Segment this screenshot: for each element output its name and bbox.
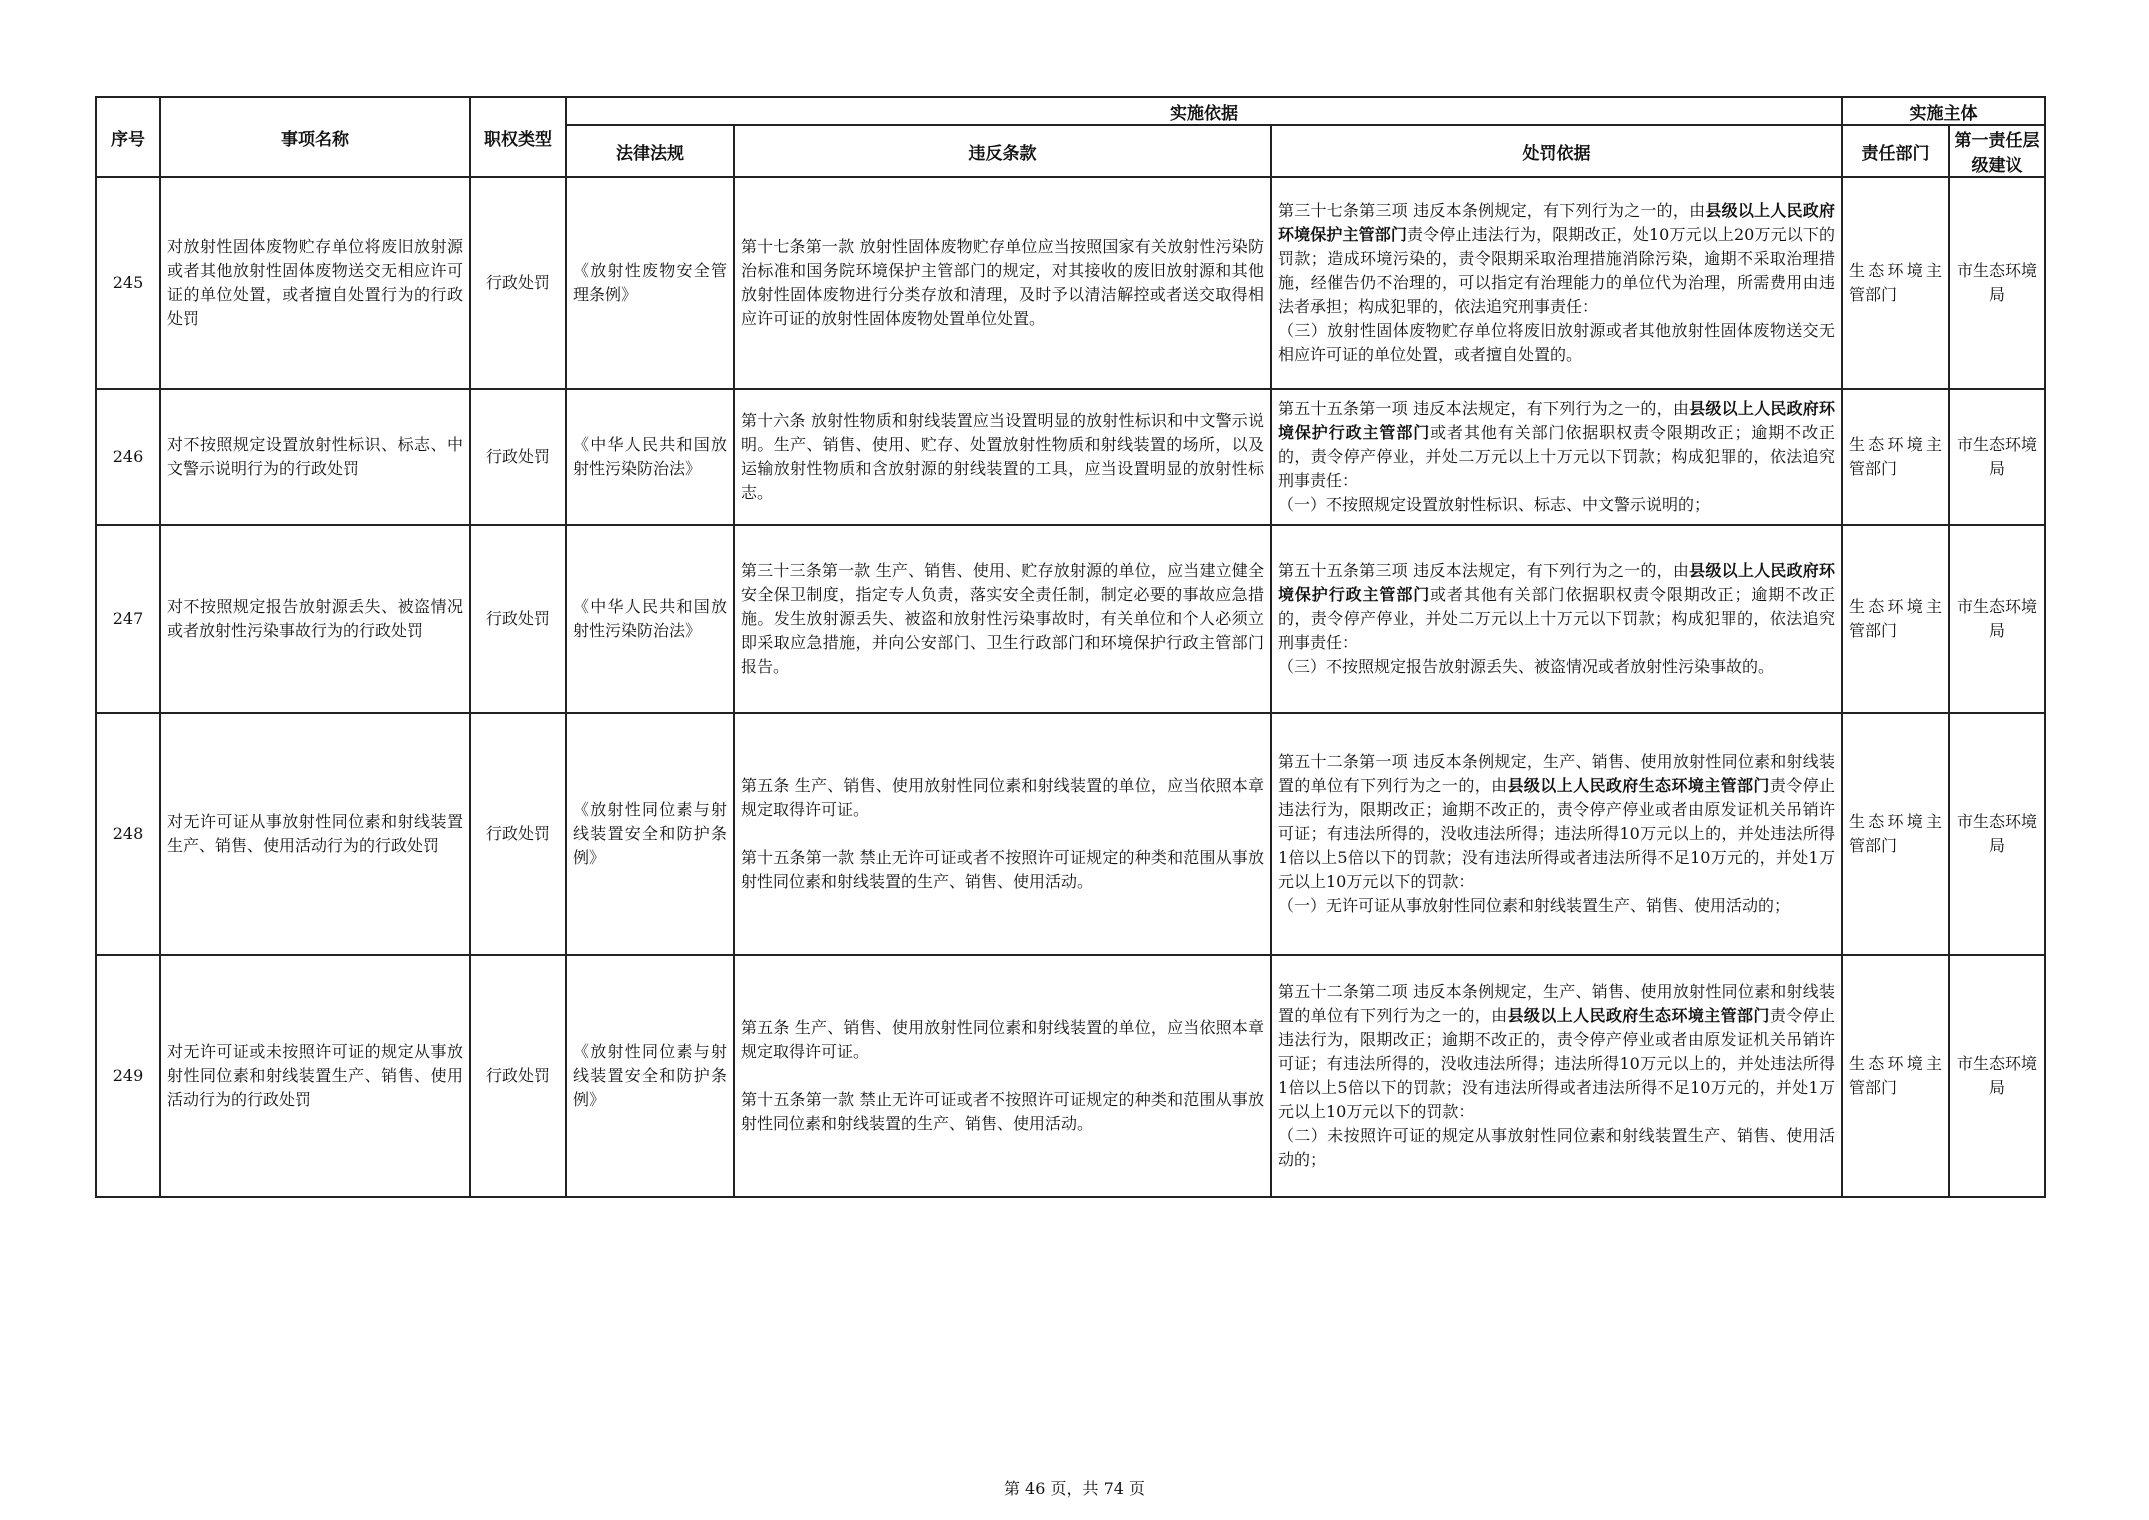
cell-violation (734, 525, 1271, 713)
penalty-text-post: 责令停止违法行为，限期改正；逾期不改正的，责令停产停业或者由原发证机关吊销许可证；有违法所得的，没收违法所得；违法所得10万元以上的，并处违法所得1倍以上5倍以下的罚款；没有违法所得或者违法所得不足10万元的，并处1万元以上10万元以下的罚款： (1278, 776, 1836, 891)
table-header (96, 97, 2045, 177)
penalty-item: （一）不按照规定设置放射性标识、标志、中文警示说明的； (1278, 495, 1711, 514)
cell-penalty-basis-text (1272, 556, 1841, 682)
cell-seq-text: 247 (112, 609, 144, 628)
cell-level-text: 市生态环境局 (1957, 597, 2038, 640)
cell-seq (96, 177, 160, 389)
header-violation: 违反条款 (734, 125, 1271, 177)
penalty-text-post: 责令停止违法行为，限期改正；逾期不改正的，责令停产停业或者由原发证机关吊销许可证；有违法所得的，没收违法所得；违法所得10万元以上的，并处违法所得1倍以上5倍以下的罚款；没有违法所得或者违法所得不足10万元的，并处1万元以上10万元以下的罚款： (1278, 1006, 1836, 1121)
penalty-text-pre: 第五十五条第一项 违反本法规定，有下列行为之一的，由 (1278, 399, 1690, 418)
cell-item-name (160, 389, 470, 525)
cell-level-text: 市生态环境局 (1957, 435, 2038, 478)
cell-responsible-dept (1842, 955, 1949, 1197)
penalty-text-post: 责令停止违法行为，限期改正，处10万元以上20万元以下的罚款；造成环境污染的，责令限期采取治理措施消除污染，逾期不采取治理措施，经催告仍不治理的，可以指定有治理能力的单位代为治理，所需费用由违法者承担；构成犯罪的，依法追究刑事责任： (1278, 225, 1836, 316)
cell-law-text: 《放射性同位素与射线装置安全和防护条例》 (573, 800, 727, 867)
cell-level (1949, 177, 2045, 389)
cell-level-text: 市生态环境局 (1957, 261, 2038, 304)
page-number: 第 46 页，共 74 页 (1003, 1479, 1146, 1498)
cell-seq (96, 713, 160, 955)
penalty-text-post: 或者其他有关部门依据职权责令限期改正；逾期不改正的，责令停产停业，并处二万元以上十万元以下罚款；构成犯罪的，依法追究刑事责任： (1278, 423, 1836, 490)
cell-item-name-text: 对无许可证从事放射性同位素和射线装置生产、销售、使用活动行为的行政处罚 (167, 812, 463, 855)
cell-power-type-text: 行政处罚 (485, 447, 550, 466)
header-level: 第一责任层级建议 (1949, 125, 2045, 177)
cell-level (1949, 389, 2045, 525)
cell-violation (734, 713, 1271, 955)
cell-level (1949, 955, 2045, 1197)
table-row (96, 525, 2045, 713)
header-row-1 (96, 97, 2045, 125)
cell-responsible-dept-text: 生态环境主管部门 (1849, 1054, 1943, 1097)
cell-violation (734, 955, 1271, 1197)
cell-seq (96, 955, 160, 1197)
cell-responsible-dept (1842, 713, 1949, 955)
cell-penalty-basis-text (1272, 977, 1841, 1175)
penalty-text-pre: 第五十二条第二项 违反本条例规定，生产、销售、使用放射性同位素和射线装置的单位有下列行为之一的，由 (1278, 982, 1836, 1025)
header-penalty-basis: 处罚依据 (1271, 125, 1842, 177)
violation-clause: 第十七条第一款 放射性固体废物贮存单位应当按照国家有关放射性污染防治标准和国务院环境保护主管部门的规定，对其接收的废旧放射源和其他放射性固体废物进行分类存放和清理，及时予以清洁解控或者送交取得相应许可证的放射性固体废物处置单位处置。 (741, 237, 1264, 328)
cell-item-name (160, 525, 470, 713)
cell-violation-text (735, 771, 1270, 897)
header-law: 法律法规 (566, 125, 734, 177)
table-row (96, 713, 2045, 955)
penalty-item: （三）放射性固体废物贮存单位将废旧放射源或者其他放射性固体废物送交无相应许可证的单位处置，或者擅自处置的。 (1278, 321, 1836, 364)
penalty-authority: 县级以上人民政府环境保护行政主管部门 (1278, 561, 1836, 604)
penalty-items-table (95, 96, 2046, 1198)
penalty-authority: 县级以上人民政府生态环境主管部门 (1507, 776, 1770, 795)
cell-power-type-text: 行政处罚 (485, 824, 550, 843)
table-body (96, 177, 2045, 1197)
penalty-text-post: 或者其他有关部门依据职权责令限期改正；逾期不改正的，责令停产停业，并处二万元以上十万元以下罚款；构成犯罪的，依法追究刑事责任： (1278, 585, 1836, 652)
cell-penalty-basis (1271, 525, 1842, 713)
cell-law (566, 177, 734, 389)
penalty-items-table-container (95, 96, 2044, 1198)
cell-power-type-text: 行政处罚 (485, 1066, 550, 1085)
cell-penalty-basis-text (1272, 196, 1841, 370)
header-item-name: 事项名称 (160, 97, 470, 177)
cell-level-text: 市生态环境局 (1957, 1054, 2038, 1097)
cell-law-text: 《放射性同位素与射线装置安全和防护条例》 (573, 1042, 727, 1109)
cell-responsible-dept (1842, 177, 1949, 389)
cell-law-text: 《中华人民共和国放射性污染防治法》 (573, 435, 727, 478)
cell-level-text: 市生态环境局 (1957, 812, 2038, 855)
cell-power-type (470, 525, 566, 713)
penalty-item: （一）无许可证从事放射性同位素和射线装置生产、销售、使用活动的； (1278, 896, 1791, 915)
cell-power-type-text: 行政处罚 (485, 273, 550, 292)
cell-item-name-text: 对无许可证或未按照许可证的规定从事放射性同位素和射线装置生产、销售、使用活动行为的行政处罚 (167, 1042, 463, 1109)
cell-penalty-basis (1271, 177, 1842, 389)
cell-item-name (160, 177, 470, 389)
violation-clause: 第五条 生产、销售、使用放射性同位素和射线装置的单位，应当依照本章规定取得许可证。 (741, 1018, 1264, 1061)
cell-law (566, 713, 734, 955)
cell-violation (734, 177, 1271, 389)
cell-seq-text: 249 (112, 1066, 144, 1085)
penalty-text-pre: 第三十七条第三项 违反本条例规定，有下列行为之一的，由 (1278, 201, 1706, 220)
cell-responsible-dept (1842, 525, 1949, 713)
cell-item-name (160, 713, 470, 955)
cell-seq-text: 248 (112, 824, 144, 843)
cell-penalty-basis-text (1272, 747, 1841, 921)
cell-responsible-dept-text: 生态环境主管部门 (1849, 435, 1943, 478)
penalty-authority: 县级以上人民政府环境保护主管部门 (1278, 201, 1836, 244)
penalty-item: （二）未按照许可证的规定从事放射性同位素和射线装置生产、销售、使用活动的； (1278, 1126, 1836, 1169)
cell-item-name-text: 对不按照规定报告放射源丢失、被盗情况或者放射性污染事故行为的行政处罚 (167, 597, 463, 640)
cell-penalty-basis (1271, 955, 1842, 1197)
cell-seq-text: 245 (112, 273, 144, 292)
cell-law (566, 955, 734, 1197)
cell-power-type (470, 177, 566, 389)
violation-clause: 第十五条第一款 禁止无许可证或者不按照许可证规定的种类和范围从事放射性同位素和射线装置的生产、销售、使用活动。 (741, 848, 1264, 891)
header-group-subject: 实施主体 (1842, 97, 2045, 125)
violation-clause: 第十五条第一款 禁止无许可证或者不按照许可证规定的种类和范围从事放射性同位素和射线装置的生产、销售、使用活动。 (741, 1090, 1264, 1133)
penalty-item: （三）不按照规定报告放射源丢失、被盗情况或者放射性污染事故的。 (1278, 657, 1775, 676)
violation-clause: 第三十三条第一款 生产、销售、使用、贮存放射源的单位，应当建立健全安全保卫制度，指定专人负责，落实安全责任制，制定必要的事故应急措施。发生放射源丢失、被盗和放射性污染事故时，有关单位和个人必须立即采取应急措施，并向公安部门、卫生行政部门和环境保护行政主管部门报告。 (741, 561, 1264, 676)
cell-seq-text: 246 (112, 447, 144, 466)
cell-violation-text (735, 556, 1270, 682)
penalty-authority: 县级以上人民政府环境保护行政主管部门 (1278, 399, 1836, 442)
cell-level (1949, 525, 2045, 713)
penalty-text-pre: 第五十五条第三项 违反本法规定，有下列行为之一的，由 (1278, 561, 1690, 580)
cell-violation-text (735, 232, 1270, 334)
cell-item-name (160, 955, 470, 1197)
cell-law-text: 《中华人民共和国放射性污染防治法》 (573, 597, 727, 640)
cell-penalty-basis (1271, 389, 1842, 525)
cell-law (566, 389, 734, 525)
header-group-basis: 实施依据 (566, 97, 1842, 125)
cell-responsible-dept (1842, 389, 1949, 525)
header-seq: 序号 (96, 97, 160, 177)
table-row (96, 955, 2045, 1197)
violation-clause: 第五条 生产、销售、使用放射性同位素和射线装置的单位，应当依照本章规定取得许可证。 (741, 776, 1264, 819)
cell-power-type (470, 955, 566, 1197)
cell-law (566, 525, 734, 713)
cell-level (1949, 713, 2045, 955)
penalty-authority: 县级以上人民政府生态环境主管部门 (1507, 1006, 1770, 1025)
cell-law-text: 《放射性废物安全管理条例》 (573, 261, 727, 304)
cell-violation (734, 389, 1271, 525)
cell-power-type-text: 行政处罚 (485, 609, 550, 628)
cell-item-name-text: 对放射性固体废物贮存单位将废旧放射源或者其他放射性固体废物送交无相应许可证的单位处置，或者擅自处置行为的行政处罚 (167, 237, 463, 328)
header-power-type: 职权类型 (470, 97, 566, 177)
table-row (96, 389, 2045, 525)
cell-responsible-dept-text: 生态环境主管部门 (1849, 812, 1943, 855)
cell-violation-text (735, 406, 1270, 508)
cell-power-type (470, 713, 566, 955)
cell-responsible-dept-text: 生态环境主管部门 (1849, 597, 1943, 640)
cell-seq (96, 525, 160, 713)
header-responsible-dept: 责任部门 (1842, 125, 1949, 177)
cell-item-name-text: 对不按照规定设置放射性标识、标志、中文警示说明行为的行政处罚 (167, 435, 463, 478)
cell-responsible-dept-text: 生态环境主管部门 (1849, 261, 1943, 304)
violation-clause: 第十六条 放射性物质和射线装置应当设置明显的放射性标识和中文警示说明。生产、销售、使用、贮存、处置放射性物质和射线装置的场所，以及运输放射性物质和含放射源的射线装置的工具，应当设置明显的放射性标志。 (741, 411, 1264, 502)
cell-seq (96, 389, 160, 525)
cell-penalty-basis (1271, 713, 1842, 955)
table-row (96, 177, 2045, 389)
cell-penalty-basis-text (1272, 394, 1841, 520)
penalty-text-pre: 第五十二条第一项 违反本条例规定，生产、销售、使用放射性同位素和射线装置的单位有下列行为之一的，由 (1278, 752, 1836, 795)
cell-violation-text (735, 1013, 1270, 1139)
cell-power-type (470, 389, 566, 525)
